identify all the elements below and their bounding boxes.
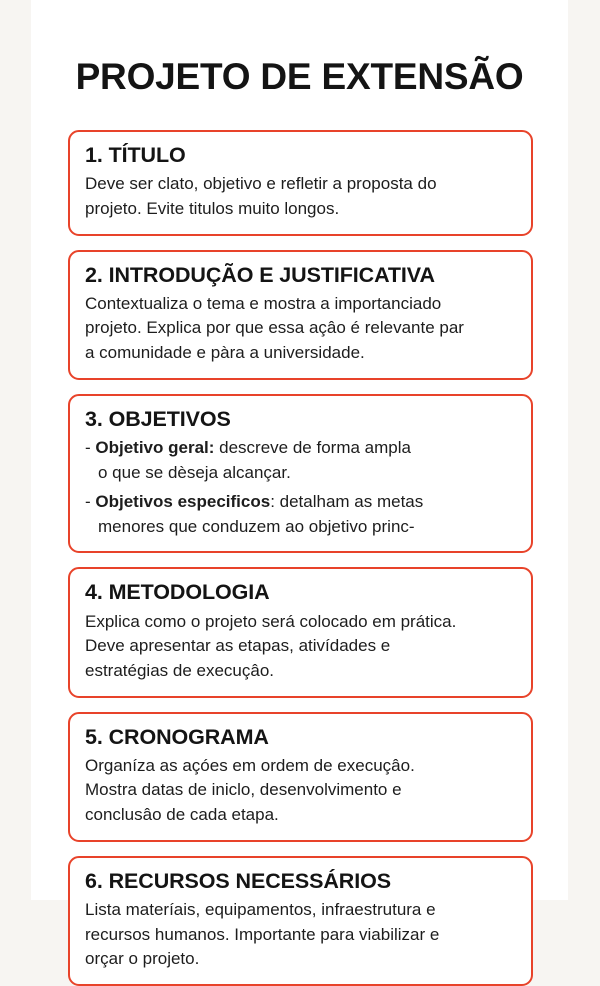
section-card	[68, 394, 533, 554]
section-body-line: orçar o projeto.	[85, 949, 200, 969]
section-body-line: projeto. Evite titulos muito longos.	[85, 198, 340, 218]
section-bullet-list	[85, 436, 516, 540]
bullet-label: Objetivo geral:	[95, 437, 215, 457]
bullet-continuation-line: menores que conduzem ao objetivo princ-	[98, 516, 415, 536]
section-body-line: Contextualiza o tema e mostra a importanciado	[85, 293, 442, 313]
section-heading: 6. RECURSOS NECESSÁRIOS	[85, 868, 391, 893]
section-heading: 5. CRONOGRAMA	[85, 724, 269, 749]
bullet-first-line	[85, 490, 516, 515]
section-card	[68, 712, 533, 842]
section-body	[85, 292, 516, 366]
section-heading: 1. TÍTULO	[85, 143, 186, 167]
document-sheet	[31, 0, 568, 969]
section-body-line: Organíza as açóes em ordem de execuçâo.	[85, 755, 415, 775]
section-body	[85, 172, 516, 221]
section-body-line: estratégias de execuçâo.	[85, 660, 275, 680]
section-body	[85, 754, 516, 828]
bullet-label: Objetivos especificos	[95, 492, 271, 512]
section-body-line: a comunidade e pàra a universidade.	[85, 343, 365, 362]
list-item	[85, 436, 516, 485]
bullet-first-line	[85, 436, 516, 461]
bullet-text: descreve de forma ampla	[214, 437, 411, 457]
section-body-line: Deve ser clato, objetivo e refletir a proposta do	[85, 174, 437, 194]
section-body-line: projeto. Explica por que essa açâo é relevante par	[85, 318, 464, 338]
section-card	[68, 856, 533, 986]
bullet-text: : detalham as metas	[270, 492, 424, 512]
section-body-line: conclusâo de cada etapa.	[85, 805, 279, 825]
section-body-line: recursos humanos. Importante para viabilizar e	[85, 924, 440, 944]
section-body-line: Explica como o projeto será colocado em prática.	[85, 611, 457, 631]
section-body-line: Mostra datas de iniclo, desenvolvimento e	[85, 780, 402, 800]
bullet-dash-icon: -	[85, 492, 96, 512]
section-heading: 2. INTRODUÇÃO E JUSTIFICATIVA	[85, 262, 435, 287]
section-card-list	[68, 130, 533, 986]
section-card	[68, 130, 533, 236]
section-body	[85, 610, 516, 684]
section-card	[68, 250, 533, 380]
section-body-line: Deve apresentar as etapas, ativídades e	[85, 636, 391, 656]
section-card	[68, 567, 533, 697]
section-body-line: Lista materíais, equipamentos, infraestrutura e	[85, 899, 436, 919]
list-item	[85, 490, 516, 539]
section-heading: 4. METODOLOGIA	[85, 580, 270, 605]
section-heading: 3. OBJETIVOS	[85, 406, 231, 431]
bullet-continuation-line: o que se dèseja alcançar.	[98, 462, 291, 482]
page-title: PROJETO DE EXTENSÃO	[75, 56, 524, 97]
bullet-dash-icon: -	[85, 437, 96, 457]
section-body	[85, 898, 516, 972]
